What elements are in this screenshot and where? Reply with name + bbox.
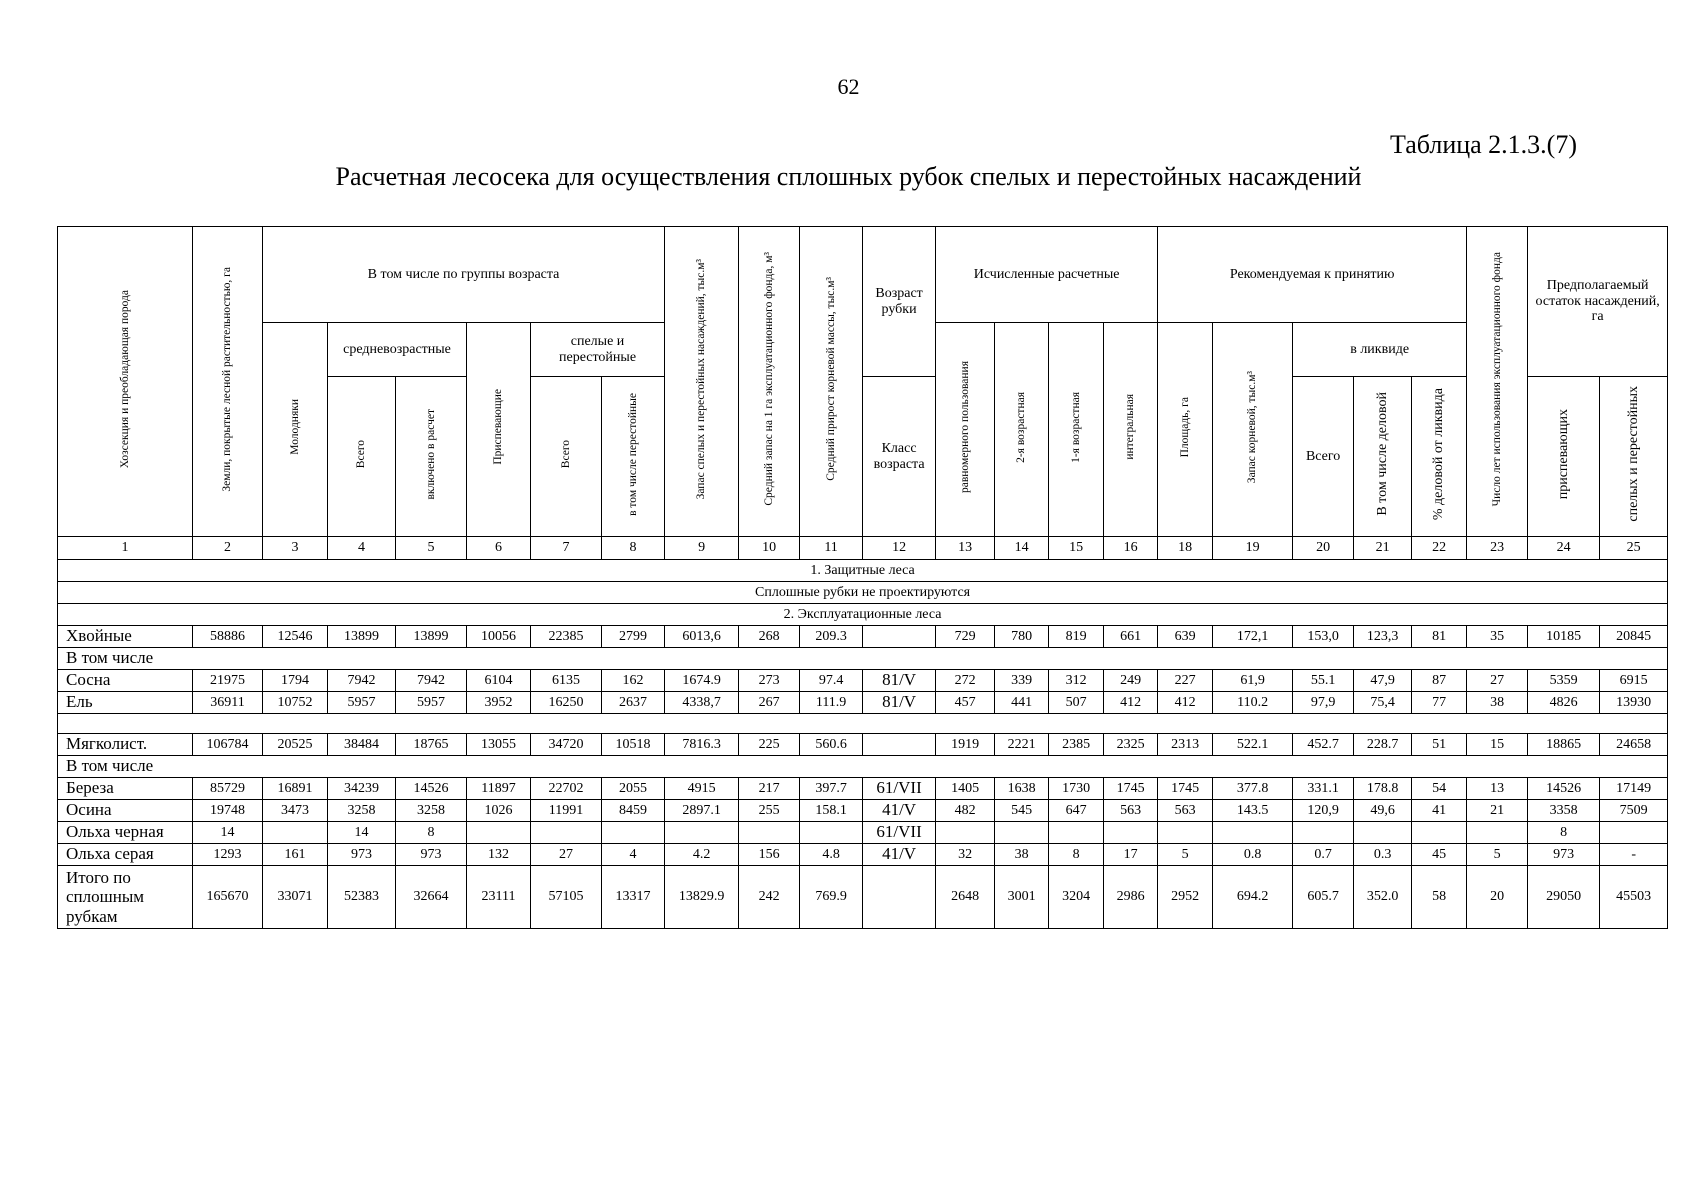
table-cell: 57105 [531,866,602,929]
column-number: 4 [328,537,396,560]
table-cell [800,822,863,844]
header-calculated: Исчисленные расчетные [936,227,1158,323]
header-col2: Земли, покрытые лесной растительностью, га [193,227,263,537]
header-col23: Число лет использования эксплуатационного фонда [1467,227,1528,537]
table-row [58,844,1668,866]
table-cell: 27 [531,844,602,866]
table-row [58,670,1668,692]
column-number-row [58,537,1668,560]
table-cell: 10752 [263,692,328,714]
table-cell: 6104 [467,670,531,692]
header-col3: Молодняки [263,323,328,537]
table-cell: 55.1 [1293,670,1354,692]
table-cell: 6135 [531,670,602,692]
table-cell: 33071 [263,866,328,929]
column-number: 16 [1104,537,1158,560]
header-col7: Всего [531,377,602,537]
table-cell: 162 [602,670,665,692]
table-cell [1158,822,1213,844]
column-number: 20 [1293,537,1354,560]
table-cell [936,822,995,844]
table-cell: 1745 [1104,778,1158,800]
table-cell: 312 [1049,670,1104,692]
table-cell [1293,822,1354,844]
table-cell: 97.4 [800,670,863,692]
table-cell: 973 [328,844,396,866]
table-cell: 51 [1412,734,1467,756]
table-cell [1412,822,1467,844]
table-cell: 110.2 [1213,692,1293,714]
table-row [58,692,1668,714]
table-cell: 4826 [1528,692,1600,714]
table-cell: 3473 [263,800,328,822]
table-cell: 255 [739,800,800,822]
header-col16: интегральная [1104,323,1158,537]
table-cell: 0.8 [1213,844,1293,866]
table-cell: 339 [995,670,1049,692]
table-cell: 441 [995,692,1049,714]
table-cell: 58886 [193,626,263,648]
table-cell: 32664 [396,866,467,929]
header-col25: спелых и перестойных [1600,377,1668,537]
table-cell [739,822,800,844]
table-cell: 1026 [467,800,531,822]
table-cell: 249 [1104,670,1158,692]
table-cell: 545 [995,800,1049,822]
table-cell: 5 [1158,844,1213,866]
table-cell: 8 [396,822,467,844]
table-cell: 1674.9 [665,670,739,692]
table-cell: 17149 [1600,778,1668,800]
section-no-cutting: Сплошные рубки не проектируются [58,582,1668,604]
column-number: 11 [800,537,863,560]
table-cell: 769.9 [800,866,863,929]
table-cell: 2952 [1158,866,1213,929]
table-cell: 377.8 [1213,778,1293,800]
column-number: 10 [739,537,800,560]
table-cell: 819 [1049,626,1104,648]
column-number: 21 [1354,537,1412,560]
table-cell: 87 [1412,670,1467,692]
table-cell [531,822,602,844]
table-cell [1354,822,1412,844]
table-cell: 81/V [863,692,936,714]
table-cell: 1730 [1049,778,1104,800]
table-cell: 165670 [193,866,263,929]
table-cell: 1919 [936,734,995,756]
table-cell: 482 [936,800,995,822]
table-row [58,778,1668,800]
table-cell: 331.1 [1293,778,1354,800]
table-row [58,822,1668,844]
column-number: 2 [193,537,263,560]
table-cell: 106784 [193,734,263,756]
table-cell: 2325 [1104,734,1158,756]
column-number: 7 [531,537,602,560]
table-cell: 14 [328,822,396,844]
table-cell: 13899 [396,626,467,648]
table-cell: 11897 [467,778,531,800]
table-cell: 20 [1467,866,1528,929]
table-cell: 14526 [396,778,467,800]
table-cell: 639 [1158,626,1213,648]
header-col21: В том числе деловой [1354,377,1412,537]
table-cell: 38484 [328,734,396,756]
table-row [58,800,1668,822]
table-cell: 17 [1104,844,1158,866]
table-cell: 77 [1412,692,1467,714]
table-cell: 172,1 [1213,626,1293,648]
table-cell: 4 [602,844,665,866]
table-row [58,626,1668,648]
table-cell: 47,9 [1354,670,1412,692]
table-cell: 81/V [863,670,936,692]
table-cell: 3204 [1049,866,1104,929]
table-cell: 8 [1528,822,1600,844]
table-cell: 452.7 [1293,734,1354,756]
table-cell: 3258 [328,800,396,822]
table-cell: 661 [1104,626,1158,648]
header-middle-aged: средневозрастные [328,323,467,377]
table-cell [1104,822,1158,844]
table-row-total [58,866,1668,929]
table-cell: 227 [1158,670,1213,692]
table-cell: 7816.3 [665,734,739,756]
table-cell: 13930 [1600,692,1668,714]
table-cell: 75,4 [1354,692,1412,714]
spacer-row [58,714,1668,734]
table-cell [665,822,739,844]
including-label: В том числе [58,756,1668,778]
table-cell: 973 [1528,844,1600,866]
column-number: 14 [995,537,1049,560]
column-number: 19 [1213,537,1293,560]
table-cell: 85729 [193,778,263,800]
table-cell: 647 [1049,800,1104,822]
table-cell: 16250 [531,692,602,714]
table-cell: 143.5 [1213,800,1293,822]
table-cell: 21975 [193,670,263,692]
table-cell: 18865 [1528,734,1600,756]
header-col22: % деловой от ликвида [1412,377,1467,537]
row-name: Ольха серая [58,844,193,866]
table-cell: 32 [936,844,995,866]
header-mature: спелые и перестойные [531,323,665,377]
table-cell: 58 [1412,866,1467,929]
table-cell: 61/VII [863,778,936,800]
table-cell: 6915 [1600,670,1668,692]
table-cell: 20845 [1600,626,1668,648]
column-number: 12 [863,537,936,560]
column-number: 1 [58,537,193,560]
table-cell: 1745 [1158,778,1213,800]
table-cell: 1293 [193,844,263,866]
table-cell: 5957 [396,692,467,714]
table-cell: 161 [263,844,328,866]
table-cell: 4915 [665,778,739,800]
section-exploitation: 2. Эксплуатационные леса [58,604,1668,626]
table-cell [863,734,936,756]
table-cell: 24658 [1600,734,1668,756]
table-cell: 19748 [193,800,263,822]
header-col14: 2-я возрастная [995,323,1049,537]
section-protective: 1. Защитные леса [58,560,1668,582]
table-cell: 45 [1412,844,1467,866]
table-row [58,734,1668,756]
table-cell: 780 [995,626,1049,648]
table-cell: 132 [467,844,531,866]
table-header [58,227,1668,560]
table-cell: 38 [995,844,1049,866]
table-cell: 4.8 [800,844,863,866]
column-number: 13 [936,537,995,560]
table-cell: 273 [739,670,800,692]
table-cell: 5 [1467,844,1528,866]
table-cell: 41/V [863,800,936,822]
table-cell: 1794 [263,670,328,692]
allowable-cut-table [57,226,1668,929]
column-number: 18 [1158,537,1213,560]
table-cell: 13829.9 [665,866,739,929]
header-col12: Класс возраста [863,377,936,537]
table-cell: 27 [1467,670,1528,692]
table-cell: 153,0 [1293,626,1354,648]
table-cell: 13899 [328,626,396,648]
column-number: 24 [1528,537,1600,560]
table-cell: 10185 [1528,626,1600,648]
header-recommended: Рекомендуемая к принятию [1158,227,1467,323]
table-cell: 397.7 [800,778,863,800]
table-cell: 111.9 [800,692,863,714]
header-col1: Хозсекция и преобладающая порода [58,227,193,537]
header-col8: в том числе перестойные [602,377,665,537]
table-id: Таблица 2.1.3.(7) [1389,130,1577,159]
table-cell: 21 [1467,800,1528,822]
table-cell: 10518 [602,734,665,756]
table-cell: 97,9 [1293,692,1354,714]
table-cell: 0.7 [1293,844,1354,866]
table-cell: 352.0 [1354,866,1412,929]
table-cell: 1638 [995,778,1049,800]
table-cell: 15 [1467,734,1528,756]
table-cell: 81 [1412,626,1467,648]
table-cell: 178.8 [1354,778,1412,800]
header-col10: Средний запас на 1 га эксплуатационного фонда, м³ [739,227,800,537]
row-name: Осина [58,800,193,822]
table-cell [1467,822,1528,844]
table-cell: 36911 [193,692,263,714]
table-cell: 3258 [396,800,467,822]
table-cell: 2221 [995,734,1049,756]
table-cell: 2385 [1049,734,1104,756]
table-cell: 34720 [531,734,602,756]
table-cell: 16891 [263,778,328,800]
table-body [58,560,1668,929]
table-cell [263,822,328,844]
table-cell: 412 [1104,692,1158,714]
table-cell: 158.1 [800,800,863,822]
table-cell: 13317 [602,866,665,929]
table-cell: - [1600,844,1668,866]
table-cell: 14526 [1528,778,1600,800]
table-cell: 3952 [467,692,531,714]
table-cell: 2799 [602,626,665,648]
table-cell: 0.3 [1354,844,1412,866]
table-cell: 242 [739,866,800,929]
header-col5: включено в расчет [396,377,467,537]
table-cell [863,866,936,929]
table-cell: 2648 [936,866,995,929]
table-cell: 23111 [467,866,531,929]
table-cell: 560.6 [800,734,863,756]
table-cell: 10056 [467,626,531,648]
table-cell: 2637 [602,692,665,714]
table-cell [1049,822,1104,844]
table-cell: 41/V [863,844,936,866]
header-col19: Запас корневой, тыс.м³ [1213,323,1293,537]
header-col15: 1-я возрастная [1049,323,1104,537]
table-cell: 52383 [328,866,396,929]
page-number: 62 [837,74,860,99]
table-cell: 14 [193,822,263,844]
table-cell: 34239 [328,778,396,800]
table-cell: 41 [1412,800,1467,822]
table-cell: 7942 [396,670,467,692]
column-number: 8 [602,537,665,560]
table-cell: 4.2 [665,844,739,866]
table-title: Расчетная лесосека для осуществления сплошных рубок спелых и перестойных насаждений [335,162,1362,191]
table-cell: 156 [739,844,800,866]
table-cell: 3001 [995,866,1049,929]
column-number: 5 [396,537,467,560]
table-cell: 120,9 [1293,800,1354,822]
table-cell: 2055 [602,778,665,800]
table-cell: 3358 [1528,800,1600,822]
table-cell: 217 [739,778,800,800]
table-cell: 5957 [328,692,396,714]
table-cell: 29050 [1528,866,1600,929]
table-cell: 507 [1049,692,1104,714]
table-cell: 49,6 [1354,800,1412,822]
table-cell: 973 [396,844,467,866]
table-cell: 54 [1412,778,1467,800]
header-col6: Приспевающие [467,323,531,537]
table-cell: 8459 [602,800,665,822]
table-cell: 61,9 [1213,670,1293,692]
header-col11: Средний прирост корневой массы, тыс.м³ [800,227,863,537]
column-number: 22 [1412,537,1467,560]
row-name: Хвойные [58,626,193,648]
row-name: Мягколист. [58,734,193,756]
table-cell: 11991 [531,800,602,822]
column-number: 3 [263,537,328,560]
column-number: 25 [1600,537,1668,560]
table-cell: 1405 [936,778,995,800]
table-cell: 18765 [396,734,467,756]
header-liquid: в ликвиде [1293,323,1467,377]
table-cell: 522.1 [1213,734,1293,756]
column-number: 6 [467,537,531,560]
table-cell: 272 [936,670,995,692]
table-cell [1213,822,1293,844]
table-cell: 13055 [467,734,531,756]
table-cell [467,822,531,844]
row-name: Ольха черная [58,822,193,844]
header-col9: Запас спелых и перестойных насаждений, тыс.м³ [665,227,739,537]
table-cell: 605.7 [1293,866,1354,929]
table-cell: 123,3 [1354,626,1412,648]
row-name: Итого по сплошным рубкам [58,866,193,929]
table-cell: 563 [1104,800,1158,822]
table-cell: 38 [1467,692,1528,714]
header-col4: Всего [328,377,396,537]
table-cell: 12546 [263,626,328,648]
table-cell: 412 [1158,692,1213,714]
header-remainder: Предполагаемый остаток насаждений, га [1528,227,1668,377]
table-cell: 694.2 [1213,866,1293,929]
table-cell: 457 [936,692,995,714]
table-cell [863,626,936,648]
table-cell [995,822,1049,844]
table-cell: 22702 [531,778,602,800]
header-col20: Всего [1293,377,1354,537]
table-cell: 267 [739,692,800,714]
table-cell: 2313 [1158,734,1213,756]
table-cell: 35 [1467,626,1528,648]
table-cell: 45503 [1600,866,1668,929]
table-cell: 20525 [263,734,328,756]
row-name: Ель [58,692,193,714]
table-cell: 7942 [328,670,396,692]
header-cutting-age: Возраст рубки [863,227,936,377]
including-label: В том числе [58,648,1668,670]
row-name: Береза [58,778,193,800]
column-number: 23 [1467,537,1528,560]
table-cell: 13 [1467,778,1528,800]
table-cell: 8 [1049,844,1104,866]
table-cell: 22385 [531,626,602,648]
table-cell: 4338,7 [665,692,739,714]
table-cell: 61/VII [863,822,936,844]
table-cell: 7509 [1600,800,1668,822]
header-age-groups: В том числе по группы возраста [263,227,665,323]
table-cell: 228.7 [1354,734,1412,756]
table-cell: 209.3 [800,626,863,648]
column-number: 9 [665,537,739,560]
table-cell: 5359 [1528,670,1600,692]
header-col13: равномерного пользования [936,323,995,537]
header-col18: Площадь, га [1158,323,1213,537]
table-cell [602,822,665,844]
table-cell: 225 [739,734,800,756]
table-cell: 268 [739,626,800,648]
table-cell: 729 [936,626,995,648]
table-cell: 6013,6 [665,626,739,648]
row-name: Сосна [58,670,193,692]
table-cell [1600,822,1668,844]
header-col24: приспевающих [1528,377,1600,537]
table-cell: 2897.1 [665,800,739,822]
table-cell: 2986 [1104,866,1158,929]
table-cell: 563 [1158,800,1213,822]
column-number: 15 [1049,537,1104,560]
